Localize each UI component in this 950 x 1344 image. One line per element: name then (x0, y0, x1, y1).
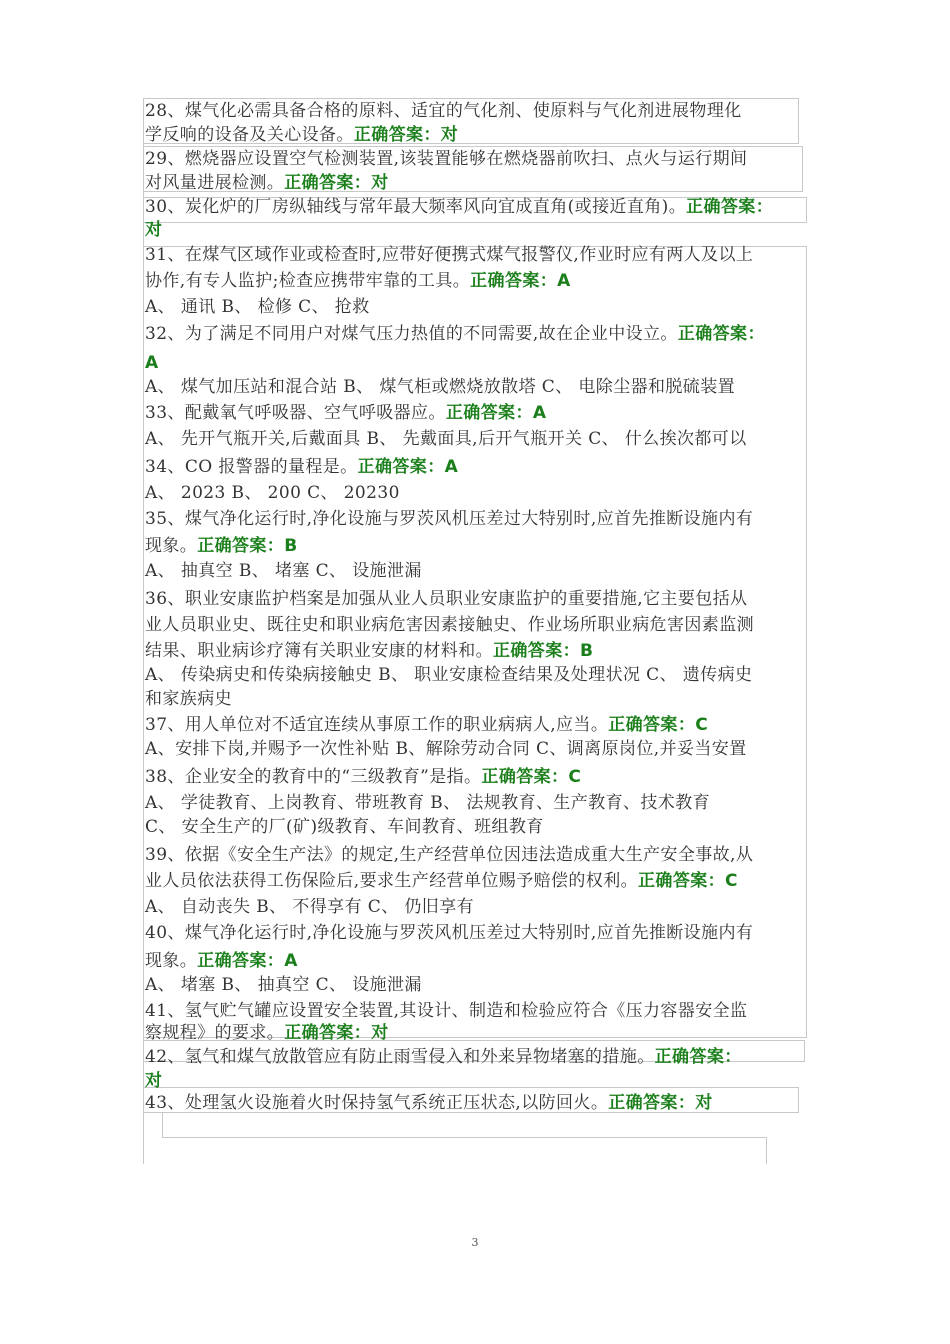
line-text: A、 传染病史和传染病接触史 B、 职业安康检查结果及处理状况 C、 遗传病史 (145, 665, 753, 685)
answer-label: 正确答案：A (470, 271, 571, 291)
text-line (145, 1046, 742, 1068)
text-line (145, 870, 738, 892)
text-line (145, 560, 422, 582)
frame-rule (162, 1137, 766, 1138)
text-line (145, 738, 747, 760)
line-text: 业人员职业史、既往史和职业病危害因素接触史、作业场所职业病危害因素监测 (145, 615, 754, 635)
line-text: A、 学徒教育、上岗教育、带班教育 B、 法规教育、生产教育、技术教育 (145, 793, 710, 813)
line-text: A、 通讯 B、 检修 C、 抢救 (145, 297, 370, 317)
line-text: 36、职业安康监护档案是加强从业人员职业安康监护的重要措施,它主要包括从 (145, 589, 748, 609)
text-line (145, 588, 747, 610)
line-text: 对风量进展检测。 (145, 173, 285, 193)
line-text: 29、燃烧器应设置空气检测装置,该装置能够在燃烧器前吹扫、点火与运行期间 (145, 149, 748, 169)
text-line (145, 352, 159, 374)
text-line (145, 714, 708, 736)
line-text: A、 堵塞 B、 抽真空 C、 设施泄漏 (145, 975, 422, 995)
line-text: A、安排下岗,并赐予一次性补贴 B、解除劳动合同 C、调离原岗位,并妥当安置 (145, 739, 747, 759)
line-text: 学反响的设备及关心设备。 (145, 125, 354, 145)
line-text: A、 抽真空 B、 堵塞 C、 设施泄漏 (145, 561, 422, 581)
text-line (145, 456, 458, 478)
line-text: 34、CO 报警器的量程是。 (145, 457, 358, 477)
frame-rule (766, 1137, 767, 1164)
text-line (145, 614, 754, 636)
text-line (145, 196, 773, 218)
answer-label: A (145, 353, 159, 373)
frame-rule (143, 98, 144, 1164)
text-line (145, 922, 753, 944)
line-text: 40、煤气净化运行时,净化设施与罗茨风机压差过大特别时,应首先推断设施内有 (145, 923, 754, 943)
line-text: 30、炭化炉的厂房纵轴线与常年最大频率风向宜成直角(或接近直角)。 (145, 197, 687, 217)
answer-label: 正确答案：A (445, 403, 547, 423)
line-text: A、 煤气加压站和混合站 B、 煤气柜或燃烧放散塔 C、 电除尘器和脱硫装置 (145, 377, 735, 397)
line-text: 察规程》的要求。 (145, 1023, 285, 1043)
line-text: 42、氢气和煤气放散管应有防止雨雪侵入和外来异物堵塞的措施。 (145, 1047, 655, 1067)
text-line (145, 1000, 747, 1022)
line-text: 41、氢气贮气罐应设置安全装置,其设计、制造和检验应符合《压力容器安全监 (145, 1001, 748, 1021)
line-text: 43、处理氢火设施着火时保持氢气系统正压状态,以防回火。 (145, 1093, 609, 1113)
line-text: 和家族病史 (145, 689, 232, 709)
line-text: 结果、职业病诊疗簿有关职业安康的材料和。 (145, 641, 493, 661)
text-line (145, 974, 422, 996)
answer-label: 正确答案：对 (353, 125, 459, 145)
line-text: 35、煤气净化运行时,净化设施与罗茨风机压差过大特别时,应首先推断设施内有 (145, 509, 754, 529)
text-line (145, 844, 753, 866)
line-text: 32、为了满足不同用户对煤气压力热值的不同需要,故在企业中设立。 (145, 324, 678, 344)
text-line (145, 148, 747, 170)
line-text: 现象。 (145, 536, 198, 556)
line-text: 33、配戴氧气呼吸器、空气呼吸器应。 (145, 403, 446, 423)
text-line (145, 1070, 162, 1092)
line-text: 协作,有专人监护;检查应携带牢靠的工具。 (145, 271, 471, 291)
text-line (145, 244, 753, 266)
text-line (145, 535, 298, 557)
line-text: 现象。 (145, 951, 198, 971)
text-line (145, 100, 742, 122)
text-line (145, 792, 710, 814)
answer-label: 正确答案：对 (284, 1023, 389, 1043)
text-line (145, 896, 474, 918)
text-line (145, 664, 752, 686)
text-line (145, 428, 747, 450)
answer-label: 对 (145, 220, 163, 240)
text-line (145, 376, 735, 398)
line-text: 38、企业安全的教育中的“三级教育”是指。 (145, 767, 482, 787)
line-text: 业人员依法获得工伤保险后,要求生产经营单位赐予赔偿的权利。 (145, 871, 639, 891)
answer-label: 正确答案：B (493, 641, 594, 661)
page-number: 3 (471, 1236, 479, 1249)
answer-label: 正确答案：A (197, 951, 298, 971)
answer-label: 正确答案： (677, 324, 765, 344)
line-text: 37、用人单位对不适宜连续从事原工作的职业病病人,应当。 (145, 715, 609, 735)
text-line (145, 766, 581, 788)
text-line (145, 323, 765, 345)
text-line (145, 1022, 389, 1044)
text-line (145, 950, 298, 972)
answer-label: 正确答案：C (638, 871, 738, 891)
text-line (145, 296, 370, 318)
line-text: 31、在煤气区域作业或检查时,应带好便携式煤气报警仪,作业时应有两人及以上 (145, 245, 754, 265)
answer-label: 正确答案： (654, 1047, 742, 1067)
text-line (145, 402, 546, 424)
text-line (145, 172, 389, 194)
text-line (145, 688, 232, 710)
text-line (145, 816, 544, 838)
text-line (145, 124, 458, 146)
line-text: A、 先开气瓶开关,后戴面具 B、 先戴面具,后开气瓶开关 C、 什么挨次都可以 (145, 429, 747, 449)
line-text: A、 自动丧失 B、 不得享有 C、 仍旧享有 (145, 897, 474, 917)
answer-label: 对 (145, 1071, 163, 1091)
text-line (145, 1092, 713, 1114)
line-text: A、 2023 B、 200 C、 20230 (145, 483, 400, 503)
answer-label: 正确答案：对 (284, 173, 389, 193)
answer-label: 正确答案：B (197, 536, 298, 556)
answer-label: 正确答案： (686, 197, 774, 217)
answer-label: 正确答案：C (608, 715, 709, 735)
answer-label: 正确答案：C (481, 767, 582, 787)
text-line (145, 508, 753, 530)
answer-label: 正确答案：A (357, 457, 459, 477)
frame-rule (162, 1113, 163, 1137)
line-text: 28、煤气化必需具备合格的原料、适宜的气化剂、使原料与气化剂进展物理化 (145, 101, 742, 121)
text-line (145, 270, 571, 292)
answer-label: 正确答案：对 (608, 1093, 713, 1113)
text-line (145, 482, 400, 504)
text-line (145, 640, 593, 662)
text-line (145, 219, 162, 241)
line-text: C、 安全生产的厂(矿)级教育、车间教育、班组教育 (145, 817, 544, 837)
line-text: 39、依据《安全生产法》的规定,生产经营单位因违法造成重大生产安全事故,从 (145, 845, 754, 865)
